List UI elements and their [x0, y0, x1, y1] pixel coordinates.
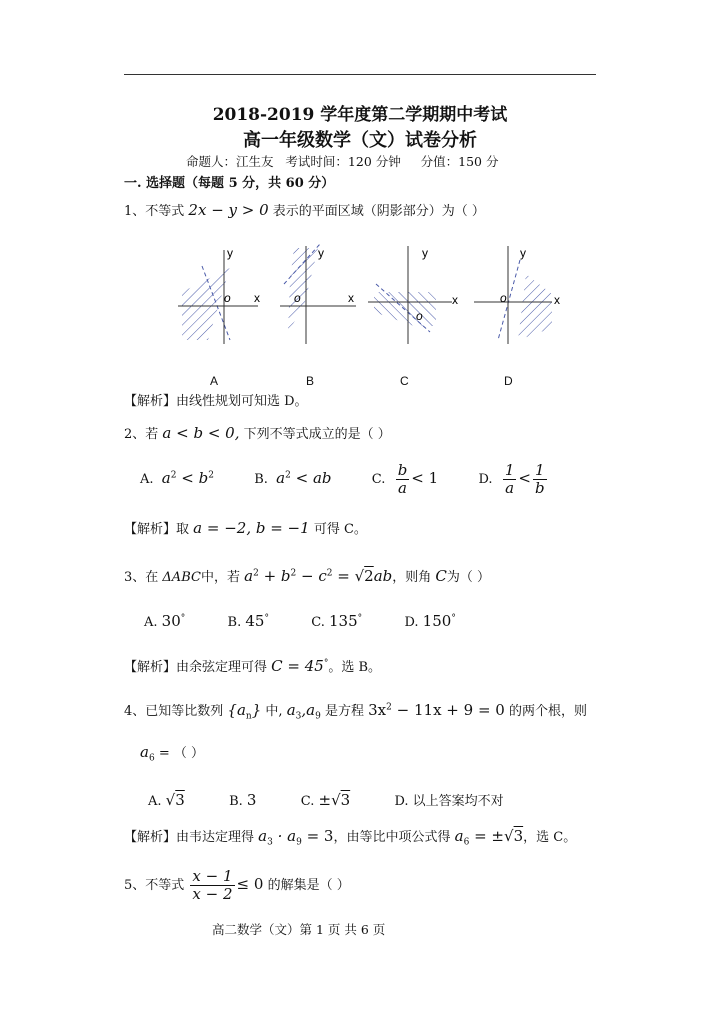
q4-blank-line: $a_6$ = （ ）	[140, 743, 204, 764]
exam-subtitle: 高一年级数学（文）试卷分析	[243, 130, 477, 151]
question-4: 4、已知等比数列 $\{a_n\}$ 中, $a_3,a_9$ 是方程 $3x^2 - 11x + 9 = 0$ 的两个根，则	[124, 701, 587, 722]
graph-c-region	[374, 292, 436, 326]
question-1: 1、不等式 2x − y > 0 表示的平面区域（阴影部分）为（ ）	[124, 201, 485, 219]
q4-option-d[interactable]: D. 以上答案均不对	[394, 794, 504, 809]
graph-a-region	[182, 268, 230, 340]
q1-inequality: 2x − y > 0	[188, 201, 269, 219]
section-title: 一. 选择题（每题 5 分，共 60 分）	[124, 176, 335, 191]
graph-c	[368, 246, 458, 344]
graph-b-y-label: y	[318, 246, 324, 260]
q4-analysis: 【解析】由韦达定理得 $a_3 \cdot a_9 = 3$，由等比中项公式得 $a_6 = \pm√3$，选 C。	[124, 827, 577, 848]
q3-options	[144, 612, 456, 630]
graph-c-origin: o	[416, 309, 423, 323]
q1-option-a[interactable]: A	[210, 374, 219, 388]
graph-d-region	[518, 274, 552, 340]
graph-b	[280, 244, 356, 344]
q1-analysis: 【解析】由线性规划可知选 D。	[124, 394, 308, 409]
question-3: 3、在 ΔABC中，若 $a^2 + b^2 - c^2 = √2ab$，则角 C为（ ）	[124, 567, 491, 585]
question-5: 5、不等式 $\frac{x - 1}{x - 2}$ ≤ 0 的解集是（ ）	[124, 867, 350, 903]
q4-options	[148, 790, 504, 809]
graph-b-x-label: x	[348, 291, 354, 305]
graph-d-x-label: x	[554, 293, 560, 307]
q2-option-c[interactable]: C. $\frac{b}{a}$ < 1	[371, 461, 439, 497]
q2-analysis: 【解析】取 a = −2, b = −1 可得 C。	[124, 519, 367, 537]
q1-option-d[interactable]: D	[504, 374, 513, 388]
q4-option-b[interactable]: B. 3	[229, 791, 257, 809]
graph-a-y-label: y	[227, 246, 233, 260]
q2-option-a[interactable]: A. $a^2 < b^2$	[140, 469, 214, 487]
q2-options	[140, 462, 549, 497]
graph-b-region	[288, 248, 318, 332]
graph-b-origin: o	[294, 291, 301, 305]
q1-option-b[interactable]: B	[306, 374, 315, 388]
q3-option-c[interactable]: C. 135°	[311, 612, 363, 630]
q3-option-a[interactable]: A. 30°	[144, 612, 186, 630]
q1-option-c[interactable]: C	[400, 374, 409, 388]
q2-option-d[interactable]: D. $\frac{1}{a}$ < $\frac{1}{b}$	[478, 461, 545, 497]
top-rule	[124, 74, 596, 75]
question-2: 2、若 a < b < 0, 下列不等式成立的是（ ）	[124, 424, 391, 442]
q4-option-a[interactable]: A. √3	[148, 791, 185, 809]
graph-d-y-label: y	[520, 246, 526, 260]
page-footer: 高二数学（文）第 1 页 共 6 页	[212, 922, 386, 937]
graph-a	[178, 246, 260, 344]
graph-d-origin: o	[500, 291, 507, 305]
exam-title: 2018-2019 学年度第二学期期中考试	[212, 105, 508, 125]
graph-d	[474, 246, 560, 344]
graph-c-x-label: x	[452, 293, 458, 307]
q3-analysis: 【解析】由余弦定理可得 C = 45°。选 B。	[124, 657, 382, 675]
exam-meta: 命题人：江生友 考试时间：120 分钟 分值：150 分	[186, 154, 499, 169]
graph-a-x-label: x	[254, 291, 260, 305]
graph-c-y-label: y	[422, 246, 428, 260]
q3-option-d[interactable]: D. 150°	[404, 612, 456, 630]
graph-a-origin: o	[224, 291, 231, 305]
q1-graphs	[168, 240, 588, 350]
q3-option-b[interactable]: B. 45°	[227, 612, 269, 630]
q4-option-c[interactable]: C. ±√3	[300, 791, 351, 809]
q2-option-b[interactable]: B. $a^2$ < ab	[254, 469, 332, 487]
